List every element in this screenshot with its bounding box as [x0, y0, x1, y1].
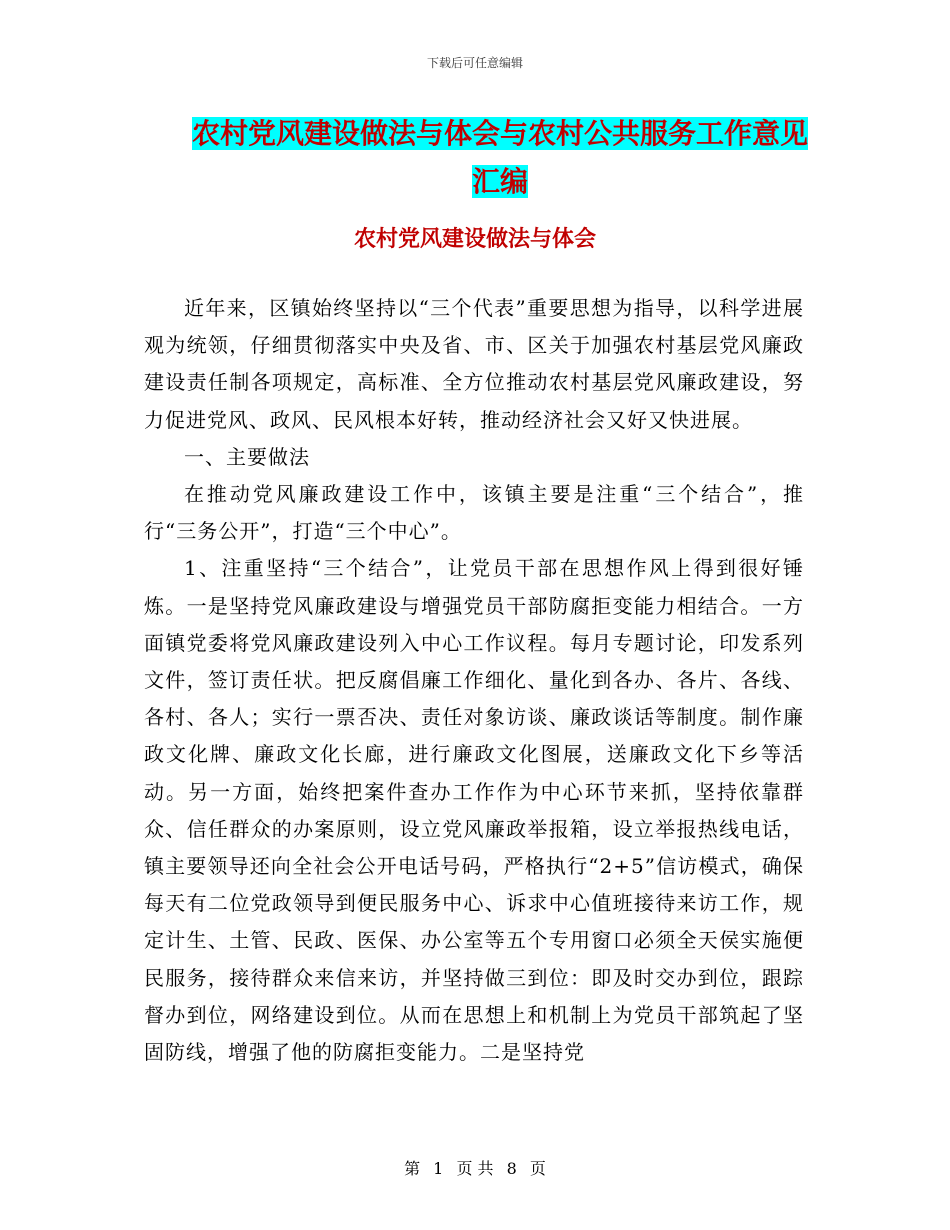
- paragraph: 1、注重坚持“三个结合”，让党员干部在思想作风上得到很好锤炼。一是坚持党风廉政建设与增强党员干部防腐拒变能力相结合。一方面镇党委将党风廉政建设列入中心工作议程。每月专题讨论，印发系列文件，签订责任状。把反腐倡廉工作细化、量化到各办、各片、各线、各村、各人；实行一票否决、责任对象访谈、廉政谈话等制度。制作廉政文化牌、廉政文化长廊，进行廉政文化图展，送廉政文化下乡等活动。另一方面，始终把案件查办工作作为中心环节来抓，坚持依靠群众、信任群众的办案原则，设立党风廉政举报箱，设立举报热线电话，镇主要领导还向全社会公开电话号码，严格执行“2+5”信访模式，确保每天有二位党政领导到便民服务中心、诉求中心值班接待来访工作，规定计生、土管、民政、医保、办公室等五个专用窗口必须全天侯实施便民服务，接待群众来信来访，并坚持做三到位：即及时交办到位，跟踪督办到位，网络建设到位。从而在思想上和机制上为党员干部筑起了坚固防线，增强了他的防腐拒变能力。二是坚持党: [144, 556, 804, 1065]
- footer-current-page: 1: [433, 1159, 444, 1178]
- header-note: 下载后可任意编辑: [426, 56, 523, 70]
- document-title-text: 农村党风建设做法与体会与农村公共服务工作意见汇编: [191, 117, 808, 198]
- paragraph-heading: 一、主要做法: [184, 444, 310, 469]
- page-footer: [0, 1156, 950, 1179]
- document-body: [144, 290, 804, 1071]
- paragraph: 近年来，区镇始终坚持以“三个代表”重要思想为指导，以科学进展观为统领，仔细贯彻落实中央及省、市、区关于加强农村基层党风廉政建设责任制各项规定，高标准、全方位推动农村基层党风廉政建设，努力促进党风、政风、民风根本好转，推动经济社会又好又快进展。: [144, 296, 804, 432]
- footer-label-end: 页: [529, 1159, 546, 1178]
- footer-label-page: 第: [404, 1159, 421, 1178]
- paragraph: 在推动党风廉政建设工作中，该镇主要是注重“三个结合”，推行“三务公开”，打造“三个中心”。: [144, 482, 804, 544]
- footer-label-of: 页 共: [456, 1159, 494, 1178]
- document-title: [190, 110, 810, 206]
- section-title: 农村党风建设做法与体会: [353, 227, 596, 252]
- footer-total-pages: 8: [506, 1159, 517, 1178]
